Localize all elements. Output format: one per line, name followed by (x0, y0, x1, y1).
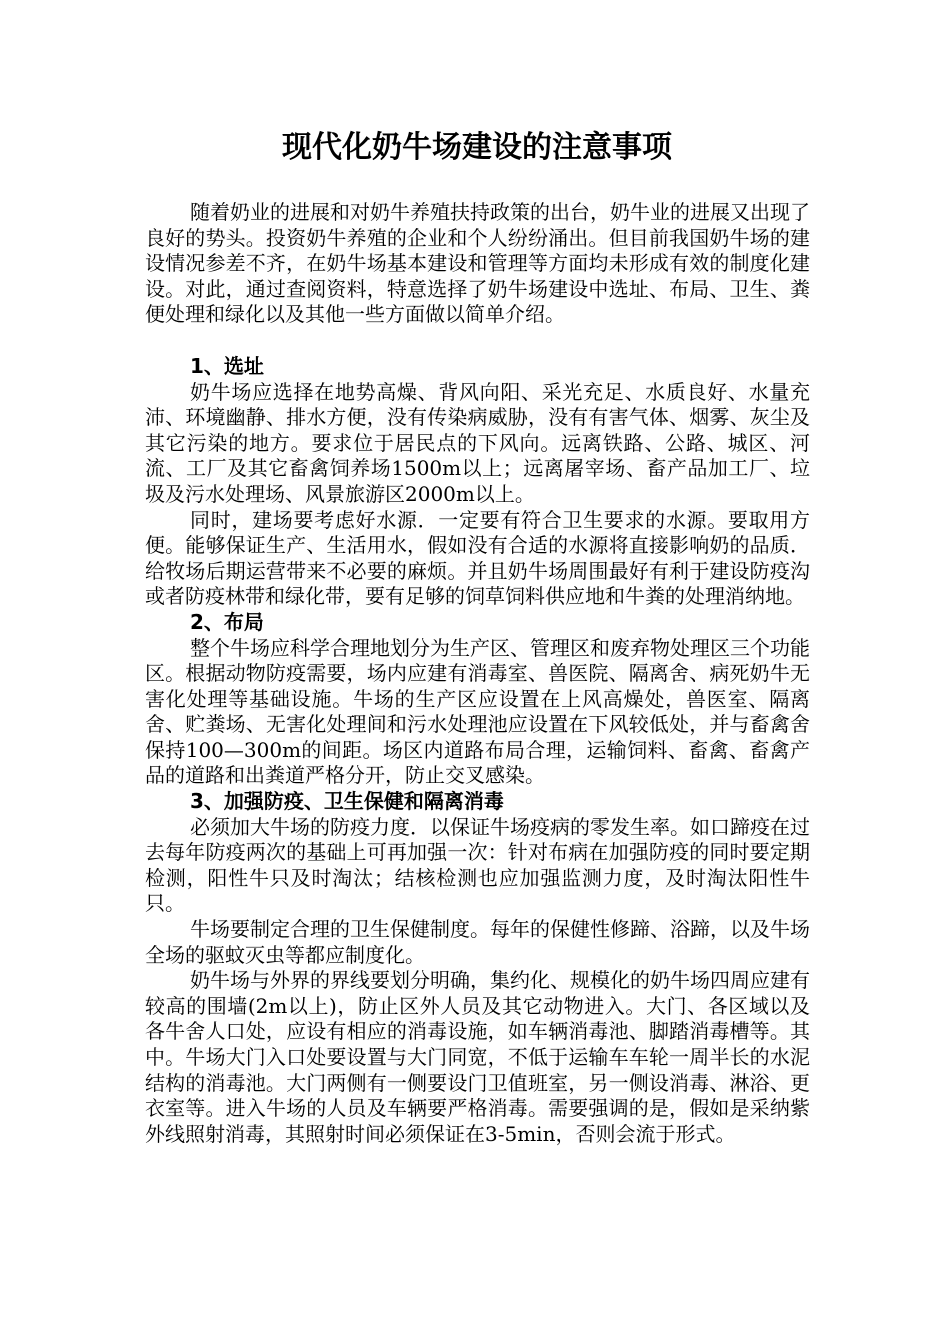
section-paragraph: 必须加大牛场的防疫力度．以保证牛场疫病的零发生率。如口蹄疫在过去每年防疫两次的基础上可再加强一次：针对布病在加强防疫的同时要定期检测，阳性牛只及时淘汰；结核检测也应加强监测力度，及时淘汰阳性牛只。 (145, 814, 810, 916)
section-epidemic-prevention (145, 789, 810, 1147)
section-paragraph: 同时，建场要考虑好水源．一定要有符合卫生要求的水源。要取用方便。能够保证生产、生活用水，假如没有合适的水源将直接影响奶的品质．给牧场后期运营带来不必要的麻烦。并且奶牛场周围最好有利于建设防疫沟或者防疫林带和绿化带，要有足够的饲草饲料供应地和牛粪的处理消纳地。 (145, 507, 810, 609)
section-paragraph: 整个牛场应科学合理地划分为生产区、管理区和废弃物处理区三个功能区。根据动物防疫需要，场内应建有消毒室、兽医院、隔离舍、病死奶牛无害化处理等基础设施。牛场的生产区应设置在上风高燥处，兽医室、隔离舍、贮粪场、无害化处理间和污水处理池应设置在下风较低处，并与畜禽舍保持100—300m的间距。场区内道路布局合理，运输饲料、畜禽、畜禽产品的道路和出粪道严格分开，防止交叉感染。 (145, 635, 810, 788)
section-heading: 2、布局 (190, 609, 264, 634)
section-site-selection (145, 354, 810, 610)
document-page (145, 128, 810, 1147)
document-title: 现代化奶牛场建设的注意事项 (282, 130, 672, 165)
section-layout (145, 610, 810, 789)
section-heading: 3、加强防疫、卫生保健和隔离消毒 (190, 789, 504, 814)
section-paragraph: 奶牛场应选择在地势高燥、背风向阳、采光充足、水质良好、水量充沛、环境幽静、排水方便，没有传染病威胁，没有有害气体、烟雾、灰尘及其它污染的地方。要求位于居民点的下风向。远离铁路、公路、城区、河流、工厂及其它畜禽饲养场1500m以上；远离屠宰场、畜产品加工厂、垃圾及污水处理场、风景旅游区2000m以上。 (145, 379, 810, 506)
section-paragraph: 奶牛场与外界的界线要划分明确，集约化、规模化的奶牛场四周应建有较高的围墙(2m以上)，防止区外人员及其它动物进入。大门、各区域以及各牛舍人口处，应设有相应的消毒设施，如车辆消毒池、脚踏消毒槽等。其中。牛场大门入口处要设置与大门同宽，不低于运输车车轮一周半长的水泥结构的消毒池。大门两侧有一侧要设门卫值班室，另一侧设消毒、淋浴、更衣室等。进入牛场的人员及车辆要严格消毒。需要强调的是，假如是采纳紫外线照射消毒，其照射时间必须保证在3-5min，否则会流于形式。 (145, 968, 810, 1146)
section-paragraph: 牛场要制定合理的卫生保健制度。每年的保健性修蹄、浴蹄，以及牛场全场的驱蚊灭虫等都应制度化。 (145, 917, 810, 967)
section-heading: 1、选址 (190, 353, 264, 378)
intro-paragraph: 随着奶业的进展和对奶牛养殖扶持政策的出台，奶牛业的进展又出现了良好的势头。投资奶牛养殖的企业和个人纷纷涌出。但目前我国奶牛场的建设情况参差不齐，在奶牛场基本建设和管理等方面均未形成有效的制度化建设。对此，通过查阅资料，特意选择了奶牛场建设中选址、布局、卫生、粪便处理和绿化以及其他一些方面做以简单介绍。 (145, 200, 810, 327)
